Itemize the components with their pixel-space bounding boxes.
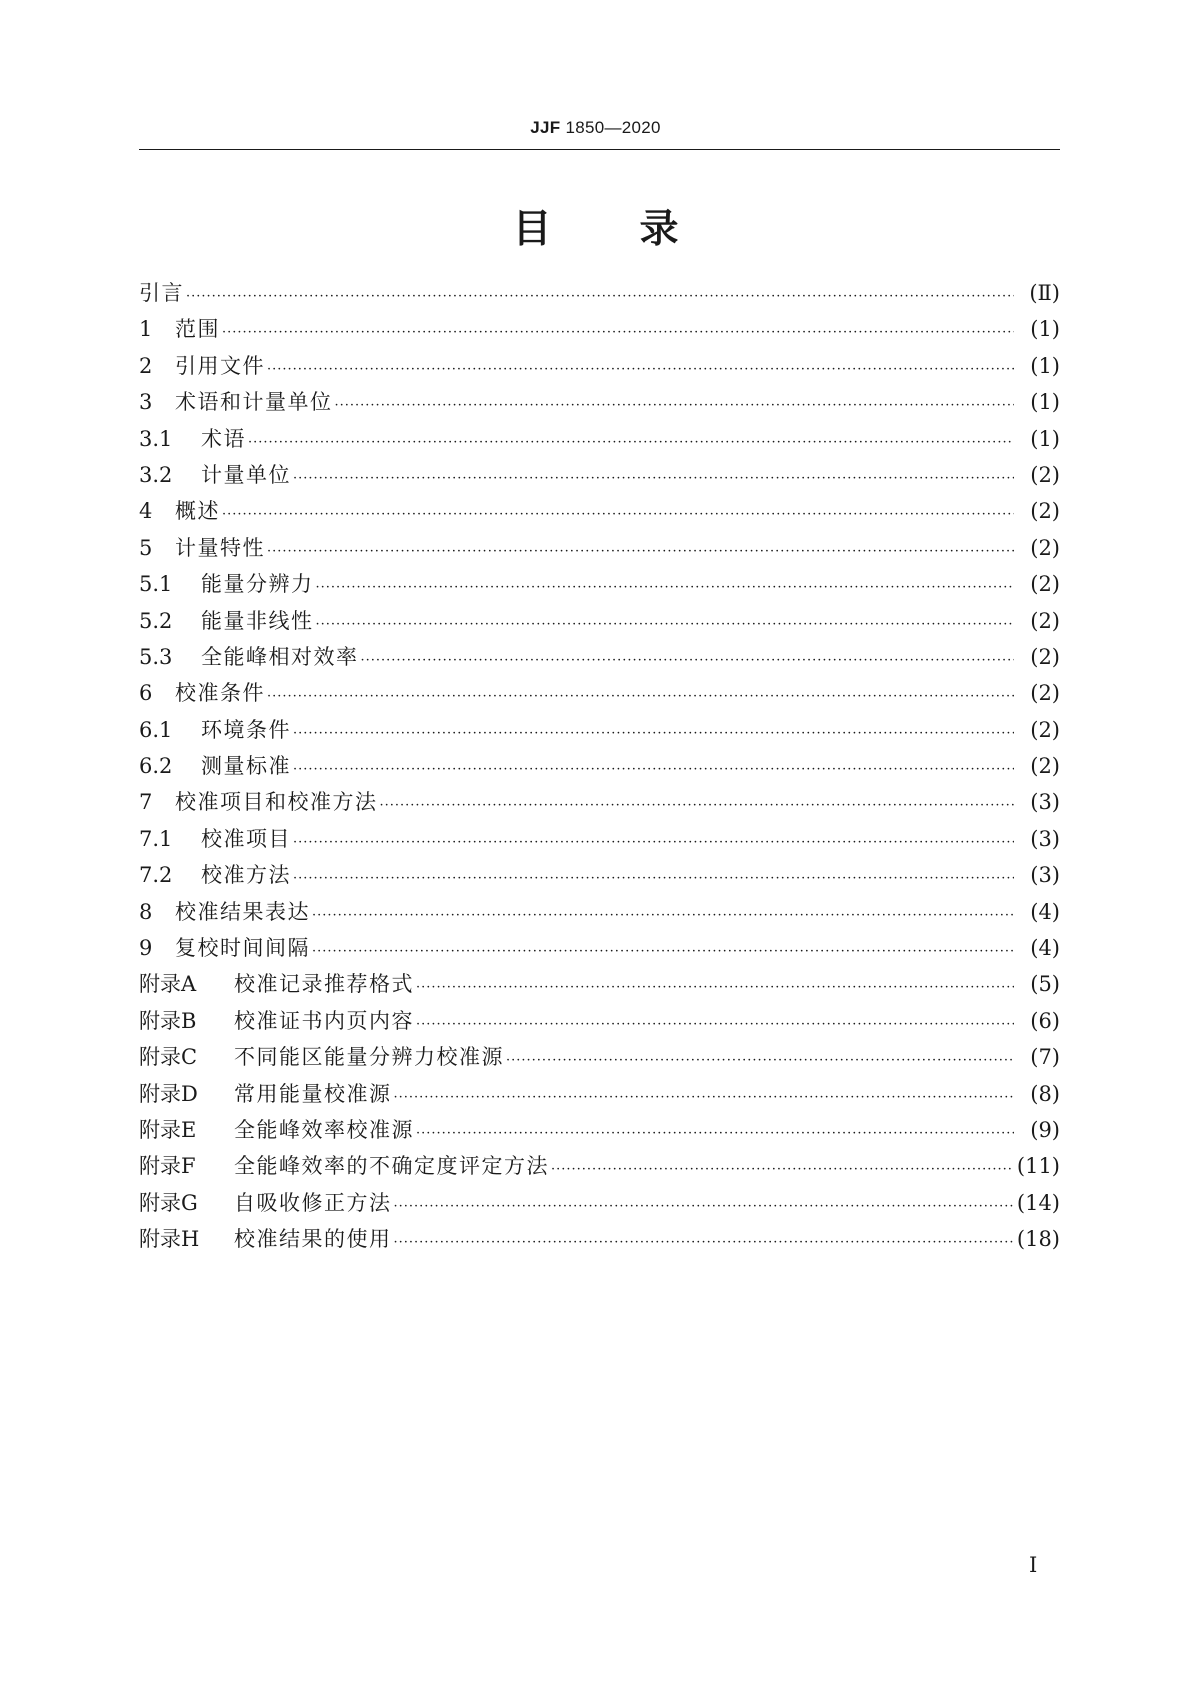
toc-entry-label: 常用能量校准源: [234, 1081, 392, 1106]
toc-leader-dots: [416, 1017, 1014, 1032]
toc-entry-page: (4): [1030, 936, 1060, 961]
toc-entry[interactable]: [139, 605, 1060, 641]
toc-entry[interactable]: [139, 459, 1060, 495]
toc-entry-label: 全能峰效率校准源: [234, 1117, 414, 1142]
toc-entry-page: (2): [1030, 681, 1060, 706]
header-rule: [139, 149, 1060, 150]
toc-entry-label: 计量特性: [175, 535, 265, 560]
toc-entry-label: 环境条件: [201, 717, 291, 742]
toc-entry-page: (18): [1016, 1227, 1060, 1252]
toc-entry-page: (1): [1030, 353, 1060, 378]
toc-leader-dots: [380, 798, 1015, 813]
toc-leader-dots: [551, 1162, 1014, 1177]
toc-entry-number: 附录B: [139, 1008, 197, 1033]
toc-leader-dots: [222, 507, 1014, 522]
toc-entry-label: 校准结果表达: [175, 899, 310, 924]
toc-entry-label: 校准证书内页内容: [234, 1008, 414, 1033]
toc-entry-number: 7.1: [139, 826, 173, 851]
toc-entry-number: 7.2: [139, 863, 173, 888]
toc-entry-label: 不同能区能量分辨力校准源: [234, 1045, 504, 1070]
toc-entry-label: 测量标准: [201, 754, 291, 779]
toc-entry-label: 引用文件: [175, 353, 265, 378]
toc-entry[interactable]: [139, 932, 1060, 968]
toc-entry-number: 附录D: [139, 1081, 198, 1106]
toc-entry-label: 全能峰效率的不确定度评定方法: [234, 1154, 549, 1179]
toc-entry-page: (9): [1030, 1117, 1060, 1142]
toc-entry-page: (Ⅱ): [1029, 281, 1060, 305]
toc-entry[interactable]: [139, 677, 1060, 713]
toc-leader-dots: [394, 1090, 1015, 1105]
toc-entry-label: 术语: [201, 426, 246, 451]
toc-entry-page: (2): [1030, 644, 1060, 669]
toc-leader-dots: [293, 871, 1014, 886]
toc-leader-dots: [312, 944, 1014, 959]
toc-entry[interactable]: [139, 350, 1060, 386]
toc-title-char-1: 目: [512, 207, 552, 252]
toc-leader-dots: [316, 580, 1015, 595]
toc-leader-dots: [248, 435, 1014, 450]
toc-leader-dots: [293, 471, 1014, 486]
toc-entry-page: (1): [1030, 426, 1060, 451]
toc-entry-label: 校准结果的使用: [234, 1227, 392, 1252]
toc-entry-label: 全能峰相对效率: [201, 644, 359, 669]
toc-entry-number: 2: [139, 353, 153, 378]
toc-entry-label: 校准项目: [201, 826, 291, 851]
toc-entry-label: 校准项目和校准方法: [175, 790, 378, 815]
toc-leader-dots: [394, 1199, 1015, 1214]
toc-entry[interactable]: [139, 714, 1060, 750]
toc-entry-label: 概述: [175, 499, 220, 524]
toc-entry-label: 校准方法: [201, 863, 291, 888]
toc-title: [0, 198, 1191, 254]
toc-leader-dots: [222, 325, 1014, 340]
toc-entry[interactable]: [139, 1150, 1060, 1186]
toc-entry[interactable]: [139, 641, 1060, 677]
toc-leader-dots: [361, 653, 1015, 668]
toc-leader-dots: [416, 1126, 1014, 1141]
toc-entry-number: 附录H: [139, 1227, 200, 1252]
toc-entry[interactable]: [139, 1223, 1060, 1259]
toc-entry-page: (1): [1030, 390, 1060, 415]
toc-entry-number: 附录E: [139, 1117, 197, 1142]
toc-entry-number: 5: [139, 535, 153, 560]
toc-entry-number: 9: [139, 936, 153, 961]
toc-leader-dots: [293, 762, 1014, 777]
toc-leader-dots: [316, 617, 1015, 632]
toc-entry-label: 复校时间间隔: [175, 936, 310, 961]
toc-entry-number: 6.2: [139, 754, 173, 779]
toc-entry-number: 附录C: [139, 1045, 198, 1070]
toc-entry-page: (8): [1030, 1081, 1060, 1106]
toc-leader-dots: [312, 908, 1014, 923]
toc-entry[interactable]: [139, 1114, 1060, 1150]
toc-leader-dots: [267, 362, 1014, 377]
standard-header: [0, 118, 1191, 138]
toc-entry[interactable]: [139, 1078, 1060, 1114]
toc-leader-dots: [293, 726, 1014, 741]
toc-entry-number: 3.2: [139, 462, 173, 487]
toc-entry-number: 3: [139, 390, 153, 415]
toc-entry-number: 6: [139, 681, 153, 706]
toc-entry-label: 计量单位: [201, 462, 291, 487]
toc-leader-dots: [267, 689, 1014, 704]
toc-entry-page: (2): [1030, 499, 1060, 524]
toc-entry-number: 附录G: [139, 1190, 198, 1215]
toc-entry[interactable]: [139, 313, 1060, 349]
toc-entry-page: (2): [1030, 717, 1060, 742]
toc-entry-label: 能量分辨力: [201, 572, 314, 597]
toc-entry-page: (2): [1030, 572, 1060, 597]
toc-leader-dots: [267, 544, 1014, 559]
toc-leader-dots: [186, 289, 1014, 304]
toc-entry-page: (2): [1030, 462, 1060, 487]
toc-entry-page: (4): [1030, 899, 1060, 924]
toc-leader-dots: [506, 1053, 1014, 1068]
toc-leader-dots: [394, 1235, 1015, 1250]
toc-entry-label: 校准记录推荐格式: [234, 972, 414, 997]
toc-entry[interactable]: [139, 1041, 1060, 1077]
toc-entry-page: (3): [1030, 790, 1060, 815]
toc-entry-number: 5.1: [139, 572, 173, 597]
toc-entry-label: 术语和计量单位: [175, 390, 333, 415]
toc-entry-label: 范围: [175, 317, 220, 342]
toc-entry-number: 1: [139, 317, 153, 342]
toc-entry-page: (3): [1030, 863, 1060, 888]
toc-entry-number: 3.1: [139, 426, 173, 451]
toc-entry[interactable]: [139, 568, 1060, 604]
toc-entry-page: (7): [1030, 1045, 1060, 1070]
toc-entry-page: (3): [1030, 826, 1060, 851]
toc-entry-page: (5): [1030, 972, 1060, 997]
toc-entry[interactable]: [139, 859, 1060, 895]
toc-entry[interactable]: [139, 423, 1060, 459]
toc-entry-number: 8: [139, 899, 153, 924]
toc-entry-page: (14): [1016, 1190, 1060, 1215]
toc-leader-dots: [293, 835, 1014, 850]
toc-entry-number: 7: [139, 790, 153, 815]
toc-entry-label: 校准条件: [175, 681, 265, 706]
page-folio: I: [1029, 1553, 1038, 1577]
toc-entry[interactable]: [139, 750, 1060, 786]
toc-entry-number: 附录A: [139, 972, 197, 997]
toc-title-char-2: 录: [639, 207, 679, 252]
toc-entry[interactable]: [139, 386, 1060, 422]
toc-entry[interactable]: [139, 495, 1060, 531]
standard-number: 1850—2020: [565, 118, 661, 137]
toc-leader-dots: [416, 980, 1014, 995]
toc-entry[interactable]: [139, 968, 1060, 1004]
toc-entry-page: (2): [1030, 754, 1060, 779]
toc-entry-number: 4: [139, 499, 153, 524]
toc-entry[interactable]: [139, 1187, 1060, 1223]
toc-leader-dots: [335, 398, 1015, 413]
toc-entry-number: 5.3: [139, 644, 173, 669]
toc-entry-page: (1): [1030, 317, 1060, 342]
toc-entry[interactable]: [139, 823, 1060, 859]
toc-entry-number: 6.1: [139, 717, 173, 742]
toc-entry[interactable]: [139, 277, 1060, 313]
toc-list: [139, 277, 1060, 1260]
toc-entry-page: (11): [1016, 1154, 1060, 1179]
toc-entry[interactable]: [139, 1005, 1060, 1041]
toc-entry[interactable]: [139, 896, 1060, 932]
toc-entry-label: 自吸收修正方法: [234, 1190, 392, 1215]
toc-entry-label: 引言: [139, 281, 184, 305]
toc-entry-page: (6): [1030, 1008, 1060, 1033]
standard-code: JJF: [530, 118, 561, 137]
toc-entry-page: (2): [1030, 535, 1060, 560]
toc-entry-number: 附录F: [139, 1154, 196, 1179]
toc-entry-label: 能量非线性: [201, 608, 314, 633]
toc-entry-number: 5.2: [139, 608, 173, 633]
toc-entry[interactable]: [139, 532, 1060, 568]
toc-entry-page: (2): [1030, 608, 1060, 633]
toc-entry[interactable]: [139, 786, 1060, 822]
